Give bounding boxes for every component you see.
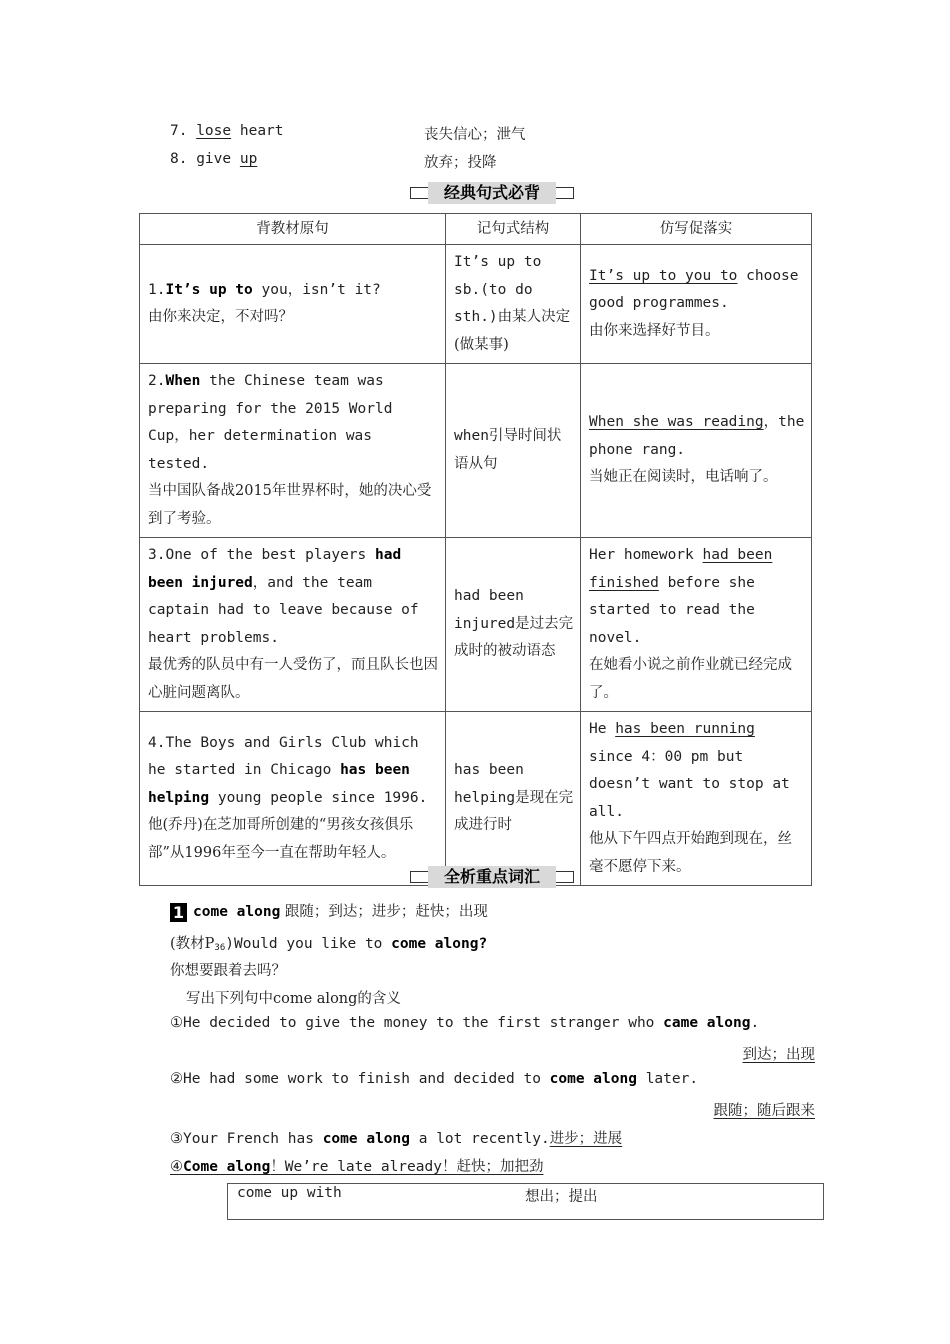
item-text: He had some work to finish and decided to bbox=[183, 1071, 550, 1087]
sentence-text: One of the best players bbox=[165, 547, 375, 563]
phrase-meaning-7: 丧失信心；泄气 bbox=[424, 127, 526, 143]
practice-text: before she started to read the novel. bbox=[589, 574, 755, 646]
practice-translation: 当她正在阅读时，电话响了。 bbox=[589, 469, 778, 486]
exercise-answer: 进步；进展 bbox=[549, 1131, 623, 1147]
practice-translation: 在她看小说之前作业就已经完成了。 bbox=[589, 657, 792, 701]
box-phrase-cn: 想出；提出 bbox=[525, 1189, 598, 1205]
bold-phrase: has been helping bbox=[148, 762, 410, 806]
table-header: 记句式结构 bbox=[446, 214, 581, 245]
structure-cell bbox=[446, 538, 581, 712]
item-mark: ③ bbox=[170, 1131, 183, 1147]
practice-cell bbox=[581, 712, 812, 886]
sentence-text: the Chinese team was preparing for the 2015 World Cup，her determination was tested. bbox=[148, 373, 393, 472]
table-header: 仿写促落实 bbox=[581, 214, 812, 245]
phrase-underlined: up bbox=[239, 151, 258, 167]
practice-answer: When she was reading bbox=[589, 414, 764, 431]
exercise-item bbox=[170, 1127, 622, 1148]
item-text: Your French has bbox=[183, 1131, 323, 1147]
practice-cell bbox=[581, 364, 812, 538]
structure-cn: 是过去完成时的被动语态 bbox=[454, 615, 574, 660]
exercise-item bbox=[170, 1015, 759, 1031]
practice-answer: has been running bbox=[615, 721, 755, 737]
sentence-translation: 当中国队备战2015年世界杯时，她的决心受到了考验。 bbox=[148, 483, 432, 527]
section-title: 经典句式必背 bbox=[428, 182, 556, 204]
source-ref: (教材P bbox=[170, 936, 215, 952]
sentence-number: 3. bbox=[148, 547, 166, 563]
table-header: 背教材原句 bbox=[140, 214, 446, 245]
phrase-text: heart bbox=[231, 123, 284, 139]
bold-phrase: had been injured bbox=[148, 547, 402, 591]
source-translation: 你想要跟着去吗？ bbox=[170, 963, 286, 979]
practice-translation: 他从下午四点开始跑到现在，丝毫不愿停下来。 bbox=[589, 831, 792, 875]
practice-text: He bbox=[589, 721, 616, 737]
vocab-term: come along bbox=[193, 904, 281, 920]
structure-en: has been helping bbox=[454, 762, 524, 806]
vocab-source bbox=[170, 932, 487, 953]
practice-answer: had been finished bbox=[589, 547, 773, 591]
practice-translation: 由你来选择好节目。 bbox=[589, 322, 720, 339]
item-text: He decided to give the money to the first stranger who bbox=[183, 1015, 664, 1031]
practice-cell bbox=[581, 245, 812, 364]
table-header-row bbox=[140, 214, 812, 245]
original-sentence-cell bbox=[140, 364, 446, 538]
phrase-number: 8. bbox=[170, 151, 188, 167]
box-phrase-en: come up with bbox=[237, 1185, 342, 1201]
item-text: ！We’re late already！ bbox=[270, 1159, 457, 1175]
phrase-box bbox=[227, 1183, 824, 1220]
structure-en: It’s up to sb.(to do sth.) bbox=[454, 254, 542, 325]
exercise-item bbox=[170, 1071, 698, 1087]
table-row bbox=[140, 364, 812, 538]
exercise-answer: 跟随；随后跟来 bbox=[713, 1103, 815, 1119]
sentence-number: 4. bbox=[148, 734, 166, 751]
table-row bbox=[140, 712, 812, 886]
structure-cell bbox=[446, 245, 581, 364]
sentence-translation: 最优秀的队员中有一人受伤了，而且队长也因心脏问题离队。 bbox=[148, 657, 438, 701]
structure-cell bbox=[446, 712, 581, 886]
sentence-number: 1. bbox=[148, 281, 166, 298]
sentence-text: ，and the team captain had to leave because of heart problems. bbox=[148, 574, 419, 646]
sentence-text: you，isn’t it? bbox=[252, 281, 381, 298]
practice-text: Her homework bbox=[589, 547, 703, 563]
phrase-number: 7. bbox=[170, 123, 188, 139]
bold-phrase: It’s up to bbox=[165, 281, 253, 298]
practice-text: choose good programmes. bbox=[589, 267, 799, 312]
phrase-row-8 bbox=[170, 151, 257, 167]
item-text: . bbox=[750, 1015, 760, 1031]
structure-en: had been injured bbox=[454, 588, 524, 632]
table-row bbox=[140, 538, 812, 712]
vocab-meaning: 跟随；到达；进步；赶快；出现 bbox=[280, 904, 488, 920]
section-title: 全析重点词汇 bbox=[428, 866, 556, 888]
phrase-meaning-8: 放弃；投降 bbox=[424, 155, 497, 171]
sentence-number: 2. bbox=[148, 373, 166, 389]
structure-cn: 由某人决定(做某事) bbox=[454, 309, 571, 353]
table-row bbox=[140, 245, 812, 364]
vocab-number-badge: 1 bbox=[170, 903, 187, 922]
source-bold: come along? bbox=[391, 936, 488, 952]
practice-cell bbox=[581, 538, 812, 712]
item-text: a lot recently. bbox=[410, 1131, 550, 1147]
original-sentence-cell bbox=[140, 245, 446, 364]
phrase-underlined: lose bbox=[196, 123, 232, 139]
practice-answer: It’s up to you to bbox=[589, 267, 738, 284]
sentence-translation: 由你来决定，不对吗？ bbox=[148, 309, 293, 325]
vocab-heading bbox=[170, 900, 488, 922]
original-sentence-cell bbox=[140, 538, 446, 712]
structure-cell bbox=[446, 364, 581, 538]
item-bold: Come along bbox=[183, 1159, 271, 1175]
exercise-answer: 到达；出现 bbox=[742, 1047, 815, 1063]
phrase-row-7 bbox=[170, 123, 284, 139]
practice-text: ，the phone rang. bbox=[589, 414, 805, 458]
source-page: 36 bbox=[214, 943, 226, 953]
sentence-text: The Boys and Girls Club which he started in Chicago bbox=[148, 734, 419, 779]
structure-cn: 引导时间状语从句 bbox=[454, 428, 562, 472]
exercise-item bbox=[170, 1155, 543, 1176]
section-title-banner bbox=[410, 866, 574, 888]
phrase-text: give bbox=[196, 151, 240, 167]
bold-phrase: When bbox=[165, 373, 201, 389]
sentence-text: young people since 1996. bbox=[209, 789, 428, 806]
item-mark: ① bbox=[170, 1015, 183, 1031]
item-bold: come along bbox=[549, 1071, 637, 1087]
item-bold: came along bbox=[663, 1015, 751, 1031]
structure-en: when bbox=[454, 428, 489, 444]
exercise-instruction: 写出下列句中come along的含义 bbox=[186, 991, 401, 1007]
source-text: )Would you like to bbox=[225, 936, 392, 952]
item-bold: come along bbox=[322, 1131, 410, 1147]
sentence-table bbox=[139, 213, 812, 886]
exercise-answer: 赶快；加把劲 bbox=[456, 1159, 544, 1175]
practice-text: since 4：00 pm but doesn’t want to stop at all. bbox=[589, 748, 790, 820]
original-sentence-cell bbox=[140, 712, 446, 886]
section-title-banner bbox=[410, 182, 574, 204]
structure-cn: 是现在完成进行时 bbox=[454, 789, 574, 834]
item-mark: ④ bbox=[170, 1159, 183, 1175]
item-text: later. bbox=[636, 1071, 699, 1087]
sentence-translation: 他(乔丹)在芝加哥所创建的“男孩女孩俱乐部”从1996年至今一直在帮助年轻人。 bbox=[148, 817, 414, 861]
item-mark: ② bbox=[170, 1071, 183, 1087]
